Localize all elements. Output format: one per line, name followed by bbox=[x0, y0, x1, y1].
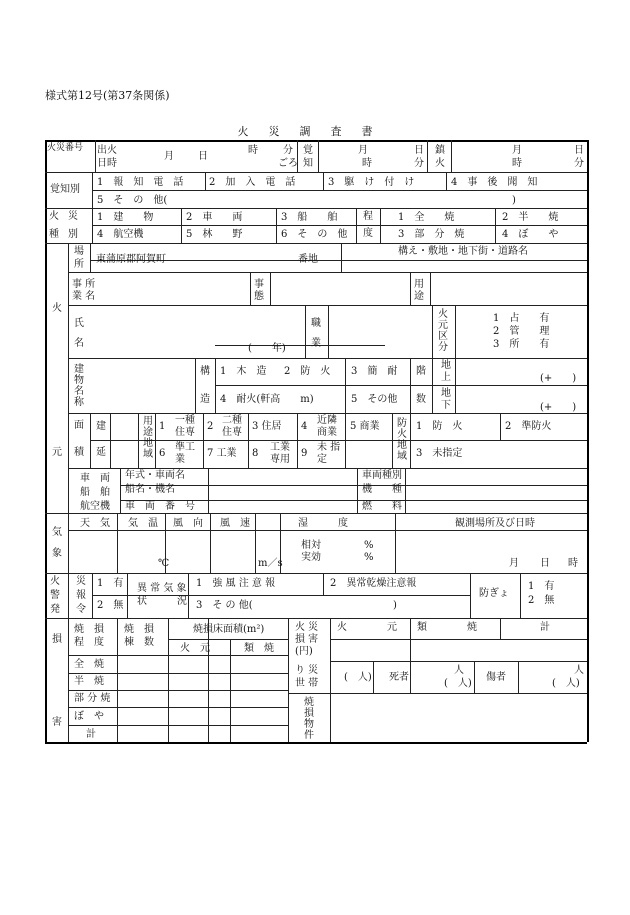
form-label: 防ぎょ bbox=[479, 588, 509, 599]
rule-v bbox=[380, 208, 381, 243]
form-label: ) bbox=[512, 195, 516, 206]
form-label: 程 bbox=[363, 211, 373, 222]
form-label: 分 bbox=[414, 158, 424, 169]
form-label: 火 bbox=[50, 576, 60, 587]
form-label: 鎮 bbox=[435, 145, 445, 156]
form-label: 船 舶 bbox=[80, 487, 110, 498]
form-label: 域 bbox=[397, 451, 407, 462]
rule-h bbox=[188, 595, 470, 596]
form-label: 準工 bbox=[175, 442, 195, 453]
form-label: 7 工業 bbox=[207, 448, 237, 459]
rule-v bbox=[474, 661, 475, 693]
rule-v bbox=[90, 243, 91, 272]
form-label: 称 bbox=[74, 397, 84, 408]
rule-h bbox=[68, 272, 587, 273]
rule-v bbox=[323, 573, 324, 595]
rule-v bbox=[248, 413, 249, 468]
form-label: 住専 bbox=[175, 427, 195, 438]
form-label: 地 bbox=[143, 438, 153, 449]
form-label: 車両種別 bbox=[362, 470, 402, 481]
form-label: 火 元 bbox=[180, 643, 210, 654]
form-label: 火 bbox=[49, 211, 59, 222]
rule-v bbox=[392, 413, 393, 468]
form-label: 焼 損 bbox=[74, 624, 104, 635]
rule-h bbox=[90, 440, 587, 441]
form-label: 警 bbox=[50, 590, 60, 601]
rule-v bbox=[120, 468, 121, 513]
form-label: 地 bbox=[441, 388, 451, 399]
rule-v bbox=[117, 618, 118, 742]
rule-v bbox=[430, 272, 431, 305]
rule-v bbox=[195, 358, 196, 413]
form-label: 世 帯 bbox=[295, 678, 319, 689]
form-label: 車 両 番 号 bbox=[125, 501, 195, 512]
form-label: 2 無 bbox=[97, 600, 124, 611]
form-label: 5 林 野 bbox=[186, 229, 243, 240]
form-label: 態 bbox=[254, 291, 264, 302]
form-label: 燃 料 bbox=[362, 501, 402, 512]
rule-v bbox=[318, 140, 319, 172]
form-label: 構 bbox=[200, 366, 210, 377]
form-label: 階 bbox=[416, 366, 426, 377]
form-label: ごろ bbox=[278, 158, 298, 169]
rule-h bbox=[288, 693, 587, 694]
form-label: 1 防 火 bbox=[416, 421, 463, 432]
rule-v bbox=[395, 513, 396, 573]
form-label: 建 bbox=[74, 364, 84, 375]
rule-v bbox=[451, 140, 452, 172]
form-label: 住専 bbox=[222, 427, 242, 438]
form-label: 損 bbox=[304, 708, 314, 719]
form-label: 防 bbox=[397, 418, 407, 429]
form-label: 専用 bbox=[270, 454, 290, 465]
form-label: 覚 bbox=[303, 145, 313, 156]
form-label: 年式・車両名 bbox=[125, 470, 185, 481]
form-label: 1 有 bbox=[97, 578, 124, 589]
rule-v bbox=[45, 140, 47, 742]
form-label: 火 bbox=[397, 429, 407, 440]
rule-h bbox=[45, 172, 587, 173]
form-label: 全 焼 bbox=[74, 659, 104, 670]
form-label: 覚知別 bbox=[50, 184, 80, 195]
form-label: 日 bbox=[414, 145, 424, 156]
form-label: 2 加 入 電 話 bbox=[209, 177, 296, 188]
form-label: 半 焼 bbox=[74, 676, 104, 687]
rule-h bbox=[92, 225, 587, 226]
form-label: 報 bbox=[76, 590, 86, 601]
form-label: 湿 度 bbox=[298, 518, 348, 529]
rule-v bbox=[587, 140, 589, 742]
form-label: 1 有 bbox=[528, 581, 555, 592]
rule-v bbox=[208, 468, 209, 513]
rule-v bbox=[305, 305, 306, 358]
form-label: 計 bbox=[540, 622, 550, 633]
form-label: 度 bbox=[363, 228, 373, 239]
form-label: 2 管 理 bbox=[493, 326, 550, 337]
rule-v bbox=[495, 208, 496, 243]
rule-v bbox=[205, 172, 206, 190]
form-label: 死者 bbox=[389, 672, 409, 683]
form-label: 程 度 bbox=[74, 637, 104, 648]
form-label: 物 bbox=[304, 719, 314, 730]
form-label: 類 焼 bbox=[417, 622, 477, 633]
form-label: 2 異常乾燥注意報 bbox=[330, 578, 417, 589]
form-label: 火 災 bbox=[295, 622, 319, 633]
form-label: 二種 bbox=[222, 415, 242, 426]
form-label: 定 bbox=[317, 454, 327, 465]
form-label: 数 bbox=[416, 394, 426, 405]
rule-v bbox=[373, 661, 374, 693]
form-label: 出火 bbox=[97, 145, 117, 156]
rule-v bbox=[168, 618, 169, 742]
form-label: 害 bbox=[52, 717, 62, 728]
form-label: 部 分 焼 bbox=[74, 693, 111, 704]
form-label: 知 bbox=[303, 158, 313, 169]
form-label: 月 bbox=[509, 558, 519, 569]
form-label: 工業 bbox=[270, 442, 290, 453]
form-label: 5 そ の 他( bbox=[97, 195, 168, 206]
form-label: 4 航空機 bbox=[97, 229, 144, 240]
rule-h bbox=[330, 639, 587, 640]
form-label: 計 bbox=[86, 729, 96, 740]
form-label: 2 防 火 bbox=[284, 366, 331, 377]
rule-v bbox=[357, 468, 358, 513]
form-header: 様式第12号(第37条関係) bbox=[45, 89, 170, 102]
rule-v bbox=[155, 413, 156, 468]
form-label: 6 bbox=[159, 448, 166, 459]
rule-h bbox=[68, 690, 288, 691]
rule-h bbox=[120, 485, 587, 486]
form-label: 火 元 bbox=[337, 622, 397, 633]
rule-h bbox=[68, 358, 587, 359]
form-label: 近隣 bbox=[317, 415, 337, 426]
form-label: 機 種 bbox=[362, 484, 402, 495]
form-label: 6 そ の 他 bbox=[281, 229, 348, 240]
form-label: 5 商業 bbox=[350, 421, 380, 432]
form-label: 異 常 気 象 bbox=[137, 583, 187, 594]
form-label: 下 bbox=[441, 400, 451, 411]
rule-v bbox=[470, 573, 471, 618]
form-label: 3 簡 耐 bbox=[351, 366, 398, 377]
rule-h bbox=[68, 673, 288, 674]
form-label: 損 bbox=[52, 634, 62, 645]
rule-v bbox=[410, 272, 411, 305]
form-label: 天 気 bbox=[80, 518, 110, 529]
form-label: 地 bbox=[441, 360, 451, 371]
rule-v bbox=[455, 358, 456, 413]
form-label: 2 bbox=[207, 421, 214, 432]
rule-v bbox=[138, 413, 139, 468]
rule-h bbox=[68, 655, 288, 656]
form-label: 業 bbox=[175, 454, 185, 465]
form-label: 状 況 bbox=[137, 596, 187, 607]
rule-v bbox=[68, 243, 69, 513]
form-label: 事 所 bbox=[72, 279, 96, 290]
form-label: 人 bbox=[574, 665, 584, 676]
form-label: 構え・敷地・地下街・道路名 bbox=[398, 246, 528, 257]
rule-v bbox=[500, 618, 501, 639]
form-label: 日 bbox=[574, 145, 584, 156]
form-label: 時 bbox=[248, 145, 258, 156]
rule-v bbox=[68, 618, 69, 742]
rule-h bbox=[45, 618, 587, 619]
form-label: 延 bbox=[96, 447, 106, 458]
form-label: 件 bbox=[304, 730, 314, 741]
rule-v bbox=[328, 305, 329, 358]
form-label: 焼 損 bbox=[124, 624, 154, 635]
form-label: 船名・機名 bbox=[125, 484, 175, 495]
form-label: 事 bbox=[254, 279, 264, 290]
form-label: 棟 数 bbox=[124, 637, 154, 648]
form-label: 火 bbox=[438, 309, 448, 320]
form-label: 類 焼 bbox=[244, 643, 274, 654]
rule-v bbox=[356, 208, 357, 243]
form-label: ( 年) bbox=[248, 343, 286, 354]
form-title-text: 火災調査書 bbox=[237, 125, 393, 138]
form-label: 面 bbox=[74, 420, 84, 431]
form-label: 3 船 舶 bbox=[281, 212, 338, 223]
form-label: 1 木 造 bbox=[220, 366, 267, 377]
form-label: 地 bbox=[397, 440, 407, 451]
rule-v bbox=[410, 413, 411, 468]
rule-v bbox=[520, 573, 521, 618]
rule-v bbox=[68, 573, 69, 618]
rule-h bbox=[45, 742, 587, 744]
form-label: 途 bbox=[414, 291, 424, 302]
rule-v bbox=[341, 243, 342, 272]
form-label: 途 bbox=[143, 427, 153, 438]
form-label: 3 そ の 他( bbox=[196, 600, 253, 611]
form-label: % bbox=[364, 552, 374, 563]
form-label: 域 bbox=[143, 449, 153, 460]
form-label: 4 ぼ や bbox=[502, 229, 559, 240]
form-label: 分 bbox=[438, 342, 448, 353]
rule-h bbox=[92, 190, 587, 191]
rule-h bbox=[168, 639, 288, 640]
rule-v bbox=[90, 413, 91, 468]
form-label: 3 駆 け 付 け bbox=[328, 177, 415, 188]
form-label: 2 半 焼 bbox=[502, 212, 559, 223]
form-label: ( 人) bbox=[344, 672, 372, 683]
rule-v bbox=[410, 661, 411, 693]
form-label: 業 bbox=[311, 338, 321, 349]
form-label: 損 害 bbox=[295, 634, 319, 645]
form-label: 月 bbox=[512, 145, 522, 156]
form-label: 月 bbox=[164, 151, 174, 162]
rule-v bbox=[117, 513, 118, 573]
form-label: 積 bbox=[74, 447, 84, 458]
form-label: 月 bbox=[358, 145, 368, 156]
form-label: 観測場所及び日時 bbox=[455, 518, 535, 529]
form-label: 焼損床面積(m²) bbox=[193, 624, 265, 635]
form-label: 東蒲原郡阿賀町 bbox=[96, 254, 166, 265]
rule-h bbox=[68, 413, 587, 414]
rule-v bbox=[127, 573, 128, 618]
form-label: 区 bbox=[438, 331, 448, 342]
form-label: 種 bbox=[49, 229, 59, 240]
form-label: 分 bbox=[283, 145, 293, 156]
form-label: 3 部 分 焼 bbox=[398, 229, 465, 240]
form-label: 分 bbox=[574, 158, 584, 169]
form-label: 4 事 後 聞 知 bbox=[451, 177, 538, 188]
form-label: 1 bbox=[159, 421, 166, 432]
rule-v bbox=[427, 140, 428, 172]
field-label-fire-no: 火災番号 bbox=[47, 143, 84, 153]
rule-v bbox=[255, 513, 256, 573]
form-label: 4 bbox=[301, 421, 308, 432]
form-label: (円) bbox=[295, 646, 313, 657]
form-label: 氏 bbox=[74, 318, 84, 329]
rule-v bbox=[405, 468, 406, 513]
form-label: 業 名 bbox=[72, 291, 96, 302]
form-label: 令 bbox=[76, 604, 86, 615]
form-label: 3 未指定 bbox=[416, 448, 463, 459]
rule-v bbox=[270, 272, 271, 305]
form-label: 5 その他 bbox=[351, 394, 398, 405]
form-label: 番地 bbox=[298, 254, 318, 265]
form-label: 2 準防火 bbox=[505, 421, 552, 432]
rule-h bbox=[45, 140, 587, 142]
rule-v bbox=[250, 272, 251, 305]
rule-h bbox=[68, 468, 587, 469]
rule-v bbox=[276, 208, 277, 243]
rule-h bbox=[45, 208, 587, 209]
form-label: 1 占 有 bbox=[493, 313, 550, 324]
form-label: 火 bbox=[435, 158, 445, 169]
rule-h bbox=[68, 725, 288, 726]
form-label: 所 bbox=[74, 259, 84, 270]
form-label: m／s bbox=[258, 558, 283, 569]
form-label: 上 bbox=[441, 372, 451, 383]
form-label: 発 bbox=[50, 604, 60, 615]
form-label: 傷者 bbox=[486, 672, 506, 683]
form-label: 時 bbox=[568, 558, 578, 569]
form-label: 日 bbox=[540, 558, 550, 569]
rule-v bbox=[297, 413, 298, 468]
rule-v bbox=[323, 172, 324, 190]
rule-v bbox=[345, 413, 346, 468]
rule-v bbox=[203, 413, 204, 468]
form-label: 9 bbox=[301, 448, 308, 459]
form-label: ぼ や bbox=[74, 711, 104, 722]
form-label: 元 bbox=[438, 320, 448, 331]
form-label: 1 強 風 注 意 報 bbox=[196, 578, 276, 589]
rule-v bbox=[181, 208, 182, 243]
form-label: 風 速 bbox=[220, 518, 250, 529]
form-label: 1 全 焼 bbox=[398, 212, 455, 223]
form-label: 3 住居 bbox=[252, 421, 282, 432]
rule-v bbox=[518, 661, 519, 693]
form-label: 用 bbox=[143, 416, 153, 427]
form-label: 場 bbox=[74, 246, 84, 257]
form-label: 災 bbox=[68, 211, 78, 222]
rule-v bbox=[68, 513, 69, 573]
rule-v bbox=[500, 413, 501, 440]
rule-v bbox=[110, 413, 111, 468]
rule-h bbox=[215, 385, 587, 386]
form-label: 1 建 物 bbox=[97, 212, 154, 223]
form-label: 相対 bbox=[301, 540, 321, 551]
form-label: 商業 bbox=[317, 427, 337, 438]
form-label: (+ ) bbox=[540, 402, 577, 413]
form-label: ( 人) bbox=[444, 678, 472, 689]
form-label: ℃ bbox=[158, 558, 170, 569]
rule-h bbox=[68, 530, 587, 531]
form-label: 職 bbox=[311, 318, 321, 329]
rule-v bbox=[410, 358, 411, 413]
form-label: 1 報 知 電 話 bbox=[97, 177, 184, 188]
rule-v bbox=[210, 513, 211, 573]
rule-v bbox=[455, 305, 456, 358]
form-label: 人 bbox=[454, 665, 464, 676]
form-label: (+ ) bbox=[540, 373, 577, 384]
form-label: 実効 bbox=[301, 552, 321, 563]
form-label: 4 耐火(軒高 m) bbox=[220, 394, 314, 405]
form-label: 焼 bbox=[304, 697, 314, 708]
rule-v bbox=[432, 358, 433, 413]
rule-h bbox=[215, 345, 385, 346]
rule-h bbox=[68, 707, 288, 708]
form-label: 日 bbox=[198, 151, 208, 162]
form-label: 航空機 bbox=[80, 501, 110, 512]
form-label: 建 bbox=[96, 421, 106, 432]
form-label: 災 bbox=[76, 576, 86, 587]
form-label: 車 両 bbox=[80, 473, 110, 484]
form-label: 名 bbox=[74, 386, 84, 397]
form-label: % bbox=[364, 540, 374, 551]
form-label: 別 bbox=[68, 229, 78, 240]
form-label: ( 人) bbox=[552, 678, 580, 689]
form-label: 火 bbox=[52, 303, 62, 314]
form-label: 時 bbox=[512, 158, 522, 169]
rule-v bbox=[330, 618, 331, 742]
form-label: 2 車 両 bbox=[186, 212, 243, 223]
form-label: 未 指 bbox=[317, 442, 341, 453]
form-label: 物 bbox=[74, 375, 84, 386]
form-label: 時 bbox=[362, 158, 372, 169]
form-label: 8 bbox=[252, 448, 259, 459]
form-label: 日時 bbox=[97, 158, 117, 169]
form-label: 気 bbox=[52, 527, 62, 538]
form-label: 名 bbox=[74, 338, 84, 349]
rule-v bbox=[446, 172, 447, 190]
rule-v bbox=[95, 140, 96, 172]
form-label: 一種 bbox=[175, 415, 195, 426]
rule-v bbox=[208, 618, 209, 742]
form-label: 風 向 bbox=[173, 518, 203, 529]
form-label: 気 温 bbox=[128, 518, 158, 529]
form-label: 2 無 bbox=[528, 595, 555, 606]
form-label: り 災 bbox=[295, 665, 319, 676]
form-label: ) bbox=[393, 600, 397, 611]
form-label: 象 bbox=[52, 548, 62, 559]
form-title bbox=[0, 123, 630, 139]
form-label: 用 bbox=[414, 279, 424, 290]
form-label: 3 所 有 bbox=[493, 339, 550, 350]
rule-v bbox=[345, 358, 346, 413]
rule-h bbox=[330, 661, 587, 662]
rule-v bbox=[288, 618, 289, 742]
rule-h bbox=[45, 243, 587, 244]
form-label: 造 bbox=[200, 394, 210, 405]
form-label: 元 bbox=[52, 447, 62, 458]
rule-v bbox=[432, 305, 433, 358]
rule-h bbox=[45, 513, 587, 514]
